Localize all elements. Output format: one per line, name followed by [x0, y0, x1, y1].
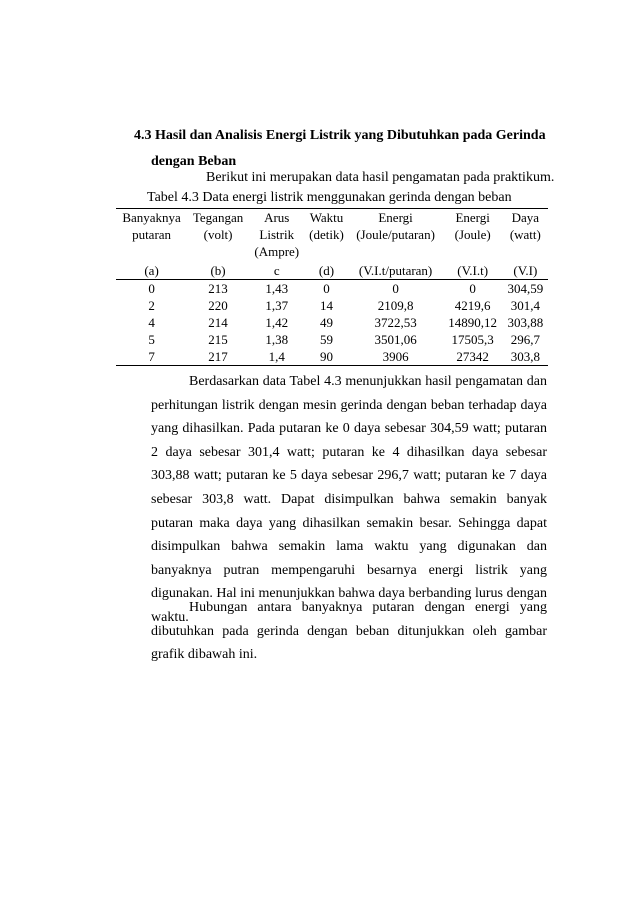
section-heading [134, 123, 546, 175]
table-cell: 296,7 [510, 332, 540, 347]
table-cell: 14890,12 [448, 315, 498, 330]
column-symbol: (V.I.t/putaran) [349, 260, 443, 280]
table-cell: 1,42 [265, 315, 289, 330]
column-header-line: Energi [455, 210, 490, 225]
table-cell: 2109,8 [377, 298, 414, 313]
column-symbol: c [249, 260, 305, 280]
column-header-line: putaran [132, 227, 172, 242]
table-cell: 213 [208, 281, 228, 296]
table-cell: 220 [208, 298, 228, 313]
table-cell: 3906 [349, 348, 443, 366]
intro-text: Berikut ini merupakan data hasil pengamatan pada praktikum. [206, 170, 555, 185]
table-cell: 7 [116, 348, 187, 366]
table-row [116, 297, 548, 314]
table-cell: 4219,6 [454, 298, 491, 313]
graph-intro-paragraph-text: Hubungan antara banyaknya putaran dengan energi yang dibutuhkan pada gerinda dengan beban ditunjukkan oleh gambar grafik dibawah ini. [151, 600, 547, 663]
table-cell: 303,8 [503, 348, 548, 366]
table-symbol-row [116, 260, 548, 280]
table-cell: 217 [187, 348, 249, 366]
table-cell: 3501,06 [374, 332, 417, 347]
table-cell: 0 [323, 281, 330, 296]
column-header-line: Energi [378, 210, 413, 225]
data-table [116, 208, 548, 366]
column-header-line: Tegangan [192, 210, 244, 225]
table-cell: 215 [208, 332, 228, 347]
column-header [305, 209, 349, 261]
column-header-line: (Ampre) [254, 244, 300, 259]
column-header [503, 209, 548, 261]
table-cell: 3722,53 [374, 315, 417, 330]
column-header-line: Banyaknya [122, 210, 181, 225]
table-row [116, 348, 548, 366]
table-cell: 1,43 [265, 281, 289, 296]
table-row [116, 314, 548, 331]
table-cell: 4 [148, 315, 155, 330]
column-header-line: (detik) [309, 227, 344, 242]
column-header [116, 209, 187, 261]
table-cell: 303,88 [507, 315, 544, 330]
table-body [116, 280, 548, 366]
column-header-line: (volt) [203, 227, 233, 242]
table-cell: 27342 [443, 348, 503, 366]
section-heading-line1: 4.3 Hasil dan Analisis Energi Listrik yang Dibutuhkan pada Gerinda [134, 128, 546, 143]
table-header-row [116, 209, 548, 261]
table-cell: 304,59 [507, 281, 544, 296]
analysis-paragraph-text: Berdasarkan data Tabel 4.3 menunjukkan hasil pengamatan dan perhitungan listrik dengan mesin gerinda dengan beban terhadap daya yang dihasilkan. Pada putaran ke 0 daya sebesar 304,59 watt; putaran 2 daya sebesar 301,4 watt; putaran ke 4 dihasilkan daya sebesar 303,88 watt; putaran ke 5 daya sebesar 296,7 watt; putaran ke 7 daya sebesar 303,8 watt. Dapat disimpulkan bahwa semakin banyak putaran maka daya yang dihasilkan semakin besar. Sehingga dapat disimpulkan bahwa semakin lama waktu yang digunakan dan banyaknya putran mempengaruhi besarnya energi listrik yang digunakan. Hal ini menunjukkan bahwa daya berbanding lurus dengan waktu. [151, 374, 547, 625]
table-row [116, 280, 548, 298]
column-symbol: (V.I) [503, 260, 548, 280]
column-header-line: Arus [264, 210, 290, 225]
table-row [116, 331, 548, 348]
table-cell: 0 [392, 281, 399, 296]
table-cell: 301,4 [510, 298, 540, 313]
table-cell: 14 [320, 298, 333, 313]
section-heading-line2: dengan Beban [151, 154, 237, 169]
column-header-line: Waktu [309, 210, 344, 225]
column-symbol: (a) [116, 260, 187, 280]
table-cell: 59 [320, 332, 333, 347]
analysis-paragraph [151, 370, 547, 630]
column-header-line: (Joule) [454, 227, 491, 242]
column-symbol: (d) [305, 260, 349, 280]
table-cell: 214 [208, 315, 228, 330]
table-caption: Tabel 4.3 Data energi listrik menggunakan gerinda dengan beban [147, 190, 512, 205]
column-header-line: (watt) [509, 227, 541, 242]
table-cell: 1,38 [265, 332, 289, 347]
column-header [443, 209, 503, 261]
table-cell: 1,37 [265, 298, 289, 313]
table-cell: 0 [148, 281, 155, 296]
column-symbol: (V.I.t) [443, 260, 503, 280]
column-header-line: Daya [511, 210, 540, 225]
table-cell: 49 [320, 315, 333, 330]
graph-intro-paragraph [151, 596, 547, 667]
table-cell: 5 [148, 332, 155, 347]
column-header-line: (Joule/putaran) [356, 227, 435, 242]
table-cell: 90 [305, 348, 349, 366]
table-cell: 1,4 [249, 348, 305, 366]
table-cell: 17505,3 [451, 332, 494, 347]
table-cell: 2 [148, 298, 155, 313]
column-symbol: (b) [187, 260, 249, 280]
column-header [249, 209, 305, 261]
column-header [349, 209, 443, 261]
column-header-line: Listrik [259, 227, 295, 242]
column-header [187, 209, 249, 261]
table-cell: 0 [469, 281, 476, 296]
